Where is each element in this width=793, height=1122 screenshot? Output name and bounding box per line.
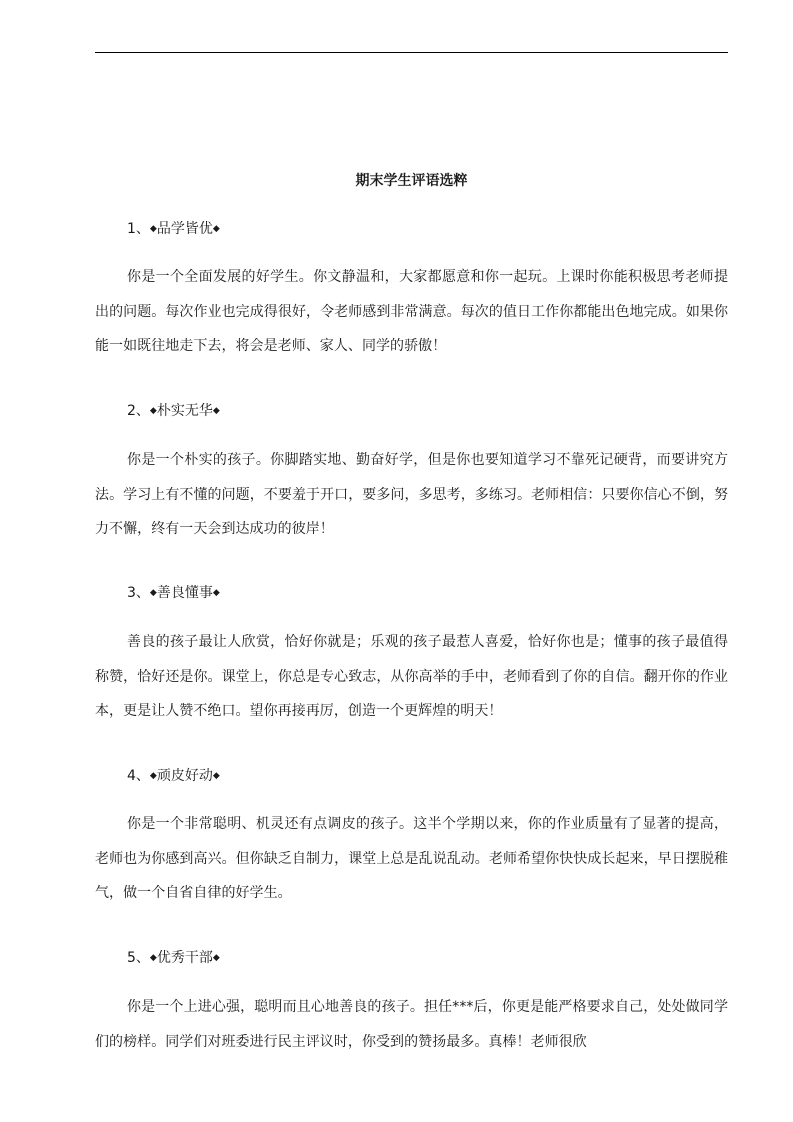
section-heading-text: 优秀干部: [156, 950, 213, 966]
section-heading: [127, 766, 220, 786]
diamond-bullet-icon: ◆: [212, 953, 220, 963]
section-heading-text: 品学皆优: [156, 221, 213, 237]
diamond-bullet-icon: ◆: [212, 588, 220, 598]
diamond-bullet-icon: ◆: [149, 953, 157, 963]
section-heading-text: 朴实无华: [156, 403, 213, 419]
diamond-bullet-icon: ◆: [212, 406, 220, 416]
section-paragraph: 你是一个上进心强，聪明而且心地善良的孩子。担任***后，你更是能严格要求自己，处处做同学们的榜样。同学们对班委进行民主评议时，你受到的赞扬最多。真棒！老师很欣: [95, 999, 728, 1050]
section-number: 3、: [127, 585, 150, 601]
diamond-bullet-icon: ◆: [149, 771, 157, 781]
section-number: 4、: [127, 768, 150, 784]
section-heading: [127, 219, 220, 239]
section-paragraph: 你是一个全面发展的好学生。你文静温和，大家都愿意和你一起玩。上课时你能积极思考老师提出的问题。每次作业也完成得很好，令老师感到非常满意。每次的值日工作你都能出色地完成。如果你能一如既往地走下去，将会是老师、家人、同学的骄傲！: [95, 269, 728, 354]
section-heading: [127, 948, 220, 968]
diamond-bullet-icon: ◆: [212, 224, 220, 234]
section-heading: [127, 401, 220, 421]
section-heading-text: 善良懂事: [156, 585, 213, 601]
section-heading-text: 顽皮好动: [156, 768, 213, 784]
section-heading: [127, 583, 220, 603]
section-number: 2、: [127, 403, 150, 419]
section-number: 5、: [127, 950, 150, 966]
diamond-bullet-icon: ◆: [149, 406, 157, 416]
diamond-bullet-icon: ◆: [149, 224, 157, 234]
diamond-bullet-icon: ◆: [149, 588, 157, 598]
section-paragraph: 你是一个朴实的孩子。你脚踏实地、勤奋好学，但是你也要知道学习不靠死记硬背，而要讲究方法。学习上有不懂的问题，不要羞于开口，要多问，多思考，多练习。老师相信：只要你信心不倒，努力不懈，终有一天会到达成功的彼岸！: [95, 452, 728, 537]
section-number: 1、: [127, 221, 150, 237]
document-title: 期末学生评语选粹: [355, 173, 468, 189]
section-paragraph: 你是一个非常聪明、机灵还有点调皮的孩子。这半个学期以来，你的作业质量有了显著的提高，老师也为你感到高兴。但你缺乏自制力，课堂上总是乱说乱动。老师希望你快快成长起来，早日摆脱稚气，做一个自省自律的好学生。: [95, 816, 728, 901]
section-paragraph: 善良的孩子最让人欣赏，恰好你就是；乐观的孩子最惹人喜爱，恰好你也是；懂事的孩子最值得称赞，恰好还是你。课堂上，你总是专心致志，从你高举的手中，老师看到了你的自信。翻开你的作业本，更是让人赞不绝口。望你再接再厉，创造一个更辉煌的明天！: [95, 634, 728, 719]
header-rule: [95, 52, 728, 53]
diamond-bullet-icon: ◆: [212, 771, 220, 781]
